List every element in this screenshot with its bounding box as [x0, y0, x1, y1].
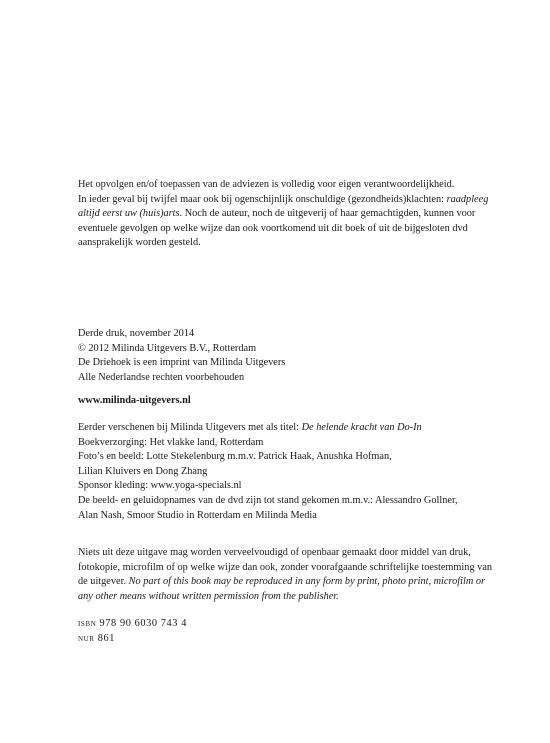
nur-line: nur 861 — [78, 632, 115, 644]
clothing-sponsor: Sponsor kleding: www.yoga-specials.nl — [78, 480, 242, 492]
isbn-line: isbn 978 90 6030 743 4 — [78, 618, 187, 629]
edition-block — [78, 327, 498, 385]
disclaimer-block — [78, 178, 498, 251]
credits-block — [78, 421, 498, 523]
copyright-line: © 2012 Milinda Uitgevers B.V., Rotterdam — [78, 342, 257, 354]
disclaimer-text — [78, 193, 498, 251]
website-link[interactable]: www.milinda-uitgevers.nl — [78, 395, 191, 406]
rights-notice-dutch: Niets uit deze uitgave mag worden verveelvoudigd of openbaar gemaakt door middel van druk, fotokopie, microfilm of op welke wijze dan ook, zonder voorafgaande schriftelijke toestemming van de uitgever. — [78, 547, 493, 588]
recordings-credit-cont: Alan Nash, Smoor Studio in Rotterdam en Milinda Media — [78, 509, 317, 521]
earlier-title: De helende kracht van Do-In — [301, 422, 422, 433]
earlier-published — [78, 421, 498, 436]
print-edition: Derde druk, november 2014 — [78, 328, 195, 339]
design-credit: Boekverzorging: Het vlakke land, Rotterdam — [78, 436, 264, 448]
recordings-credit: De beeld- en geluidopnames van de dvd zijn tot stand gekomen m.m.v.: Alessandro Gollner, — [78, 494, 458, 506]
photo-credit: Foto’s en beeld: Lotte Stekelenburg m.m.v. Patrick Haak, Anushka Hofman, — [78, 451, 392, 463]
disclaimer-advice: raadpleeg altijd eerst uw (huis)arts — [78, 193, 489, 220]
rights-notice-english: No part of this book may be reproduced in any form by print, photo print, microfilm or any other means without written permission from the publisher. — [78, 576, 485, 602]
codes-block — [78, 617, 498, 646]
rights-notice-block — [78, 546, 498, 604]
disclaimer-line: Het opvolgen en/of toepassen van de adviezen is volledig voor eigen verantwoordelijkheid. — [78, 179, 455, 190]
website-block — [78, 394, 498, 409]
earlier-published-prefix: Eerder verschenen bij Milinda Uitgevers met als titel: — [78, 422, 302, 433]
rights-notice — [78, 546, 498, 604]
imprint-line: De Driehoek is een imprint van Milinda Uitgevers — [78, 357, 286, 369]
rights-line: Alle Nederlandse rechten voorbehouden — [78, 371, 245, 383]
disclaimer-text-end: . Noch de auteur, noch de uitgeverij of haar gemachtigden, kunnen voor eventuele gevolgen op welke wijze dan ook voortkomend uit dit boek of uit de bijgesloten dvd aansprakelijk worden gesteld. — [78, 208, 476, 249]
disclaimer-text-start: In ieder geval bij twijfel maar ook bij ogenschijnlijk onschuldige (gezondheids)klachten: — [78, 193, 447, 205]
photo-credit-cont: Lilian Kluivers en Dong Zhang — [78, 465, 208, 477]
